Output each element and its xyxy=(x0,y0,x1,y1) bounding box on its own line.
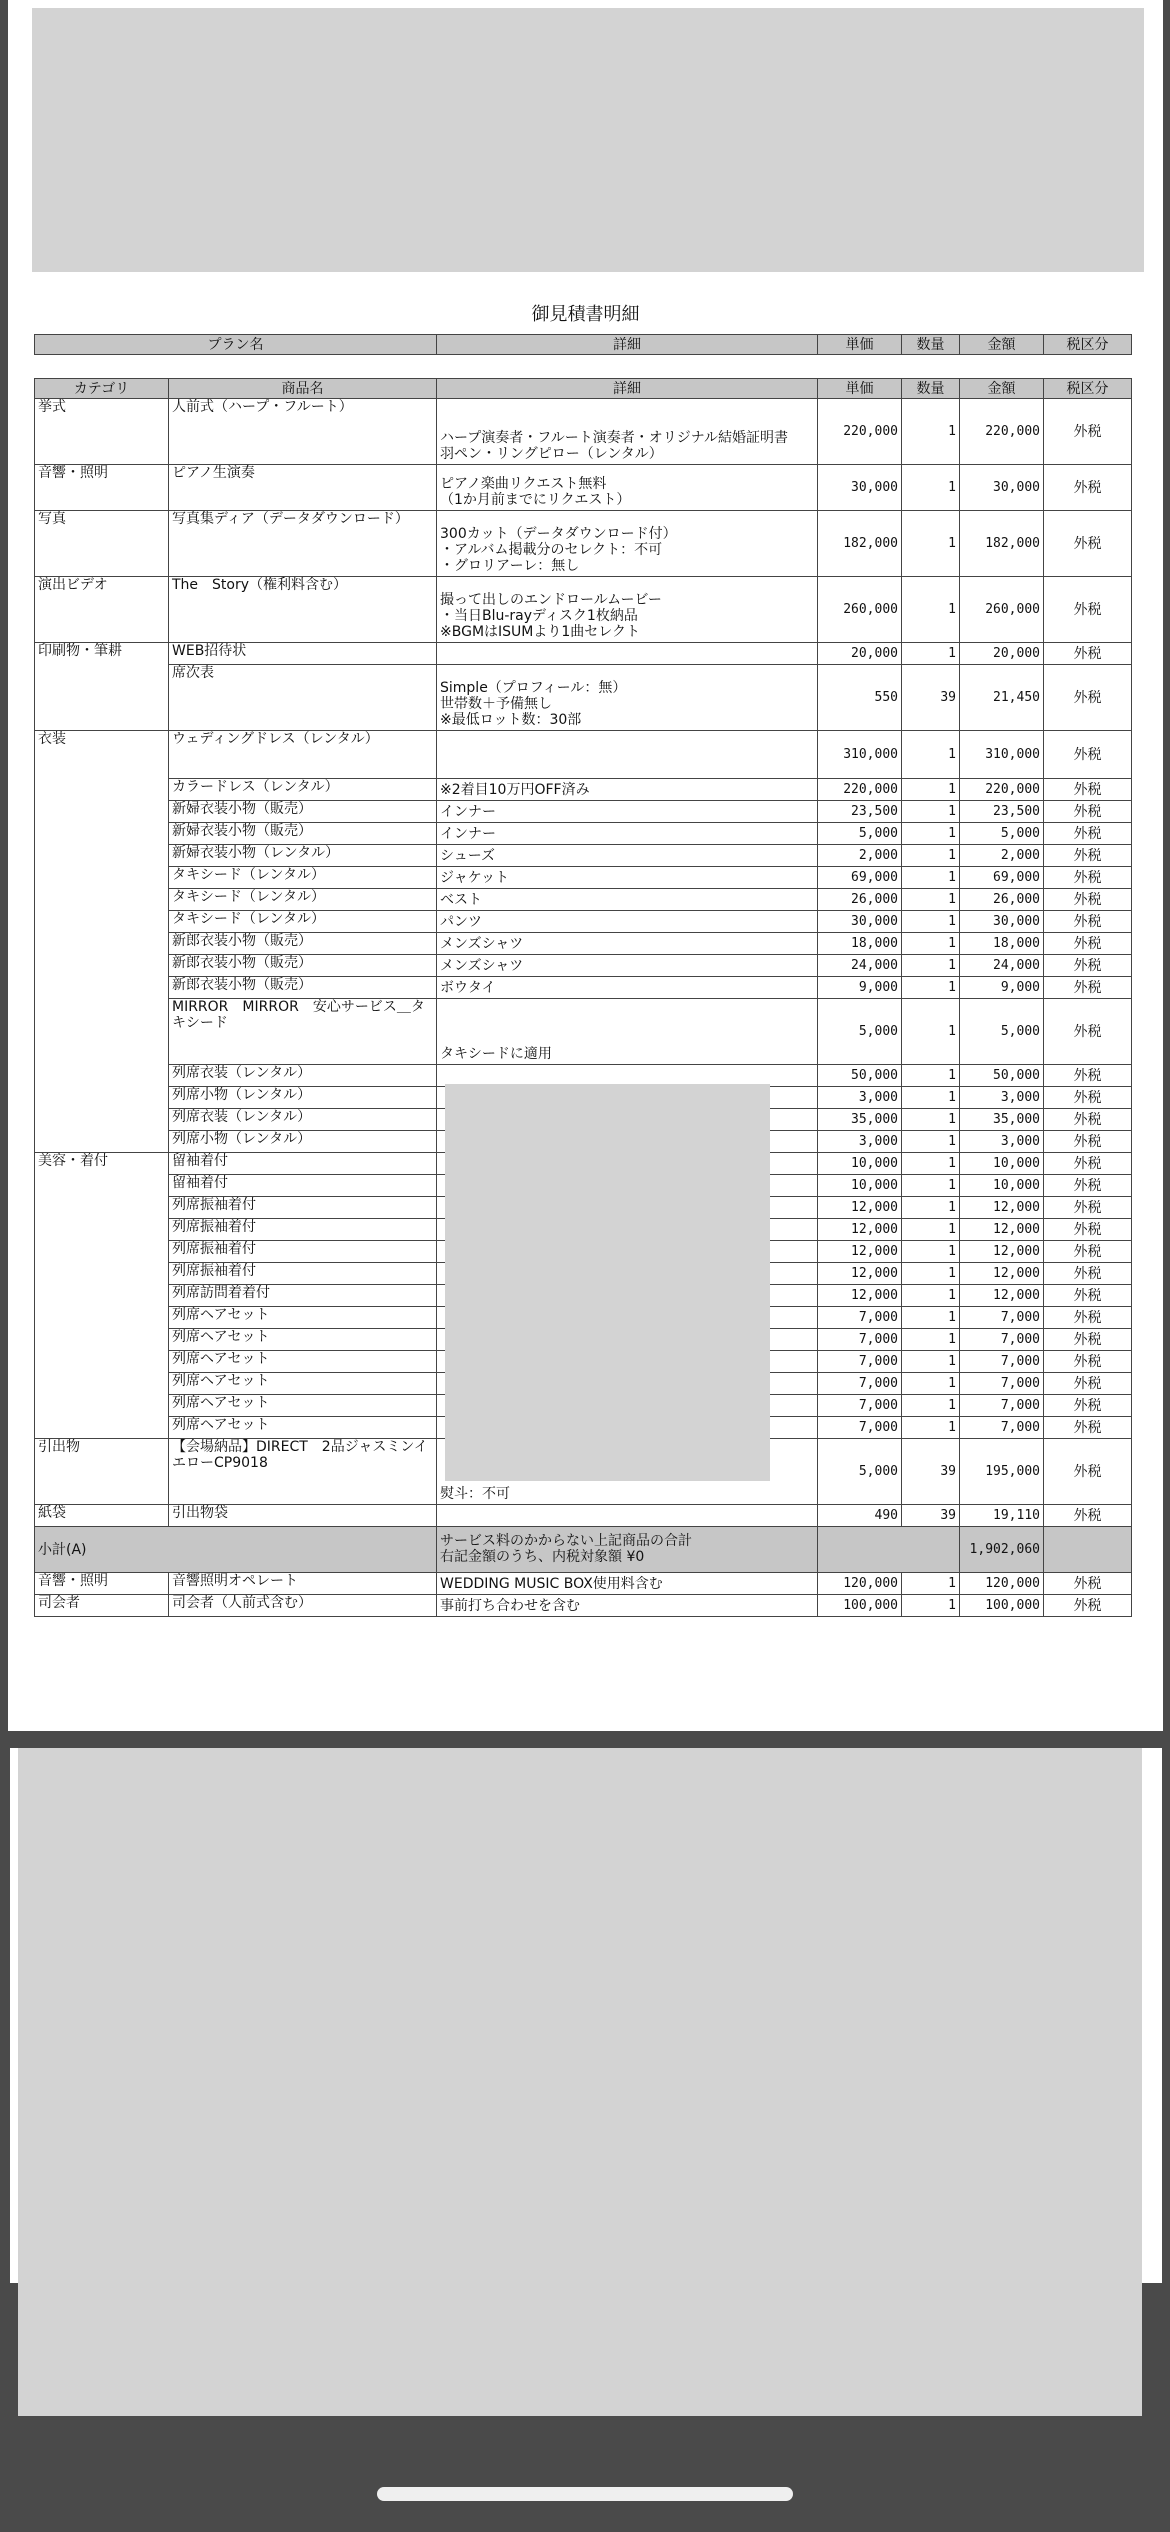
items-header-row xyxy=(35,379,1132,399)
quantity-cell: 1 xyxy=(902,1373,960,1395)
detail-cell: パンツ xyxy=(437,911,818,933)
detail-cell: ピアノ楽曲リクエスト無料 （1か月前までにリクエスト） xyxy=(437,465,818,511)
quantity-cell: 1 xyxy=(902,1087,960,1109)
unit-price-cell: 2,000 xyxy=(818,845,902,867)
category-header: カテゴリ xyxy=(35,379,169,399)
tax-cell: 外税 xyxy=(1044,999,1132,1065)
tax-cell: 外税 xyxy=(1044,845,1132,867)
quantity-cell: 1 xyxy=(902,465,960,511)
unit-price-cell: 220,000 xyxy=(818,399,902,465)
product-cell: ウェディングドレス（レンタル） xyxy=(169,731,437,779)
table-row xyxy=(35,731,1132,779)
quantity-cell: 39 xyxy=(902,1505,960,1527)
tax-cell: 外税 xyxy=(1044,779,1132,801)
quantity-cell: 1 xyxy=(902,845,960,867)
quantity-cell: 1 xyxy=(902,1219,960,1241)
detail-cell xyxy=(437,731,818,779)
tax-cell: 外税 xyxy=(1044,1329,1132,1351)
unit-price-cell: 120,000 xyxy=(818,1573,902,1595)
unit-price-cell: 12,000 xyxy=(818,1241,902,1263)
quantity-cell: 39 xyxy=(902,665,960,731)
tax-cell: 外税 xyxy=(1044,465,1132,511)
tax-cell: 外税 xyxy=(1044,643,1132,665)
quantity-cell: 1 xyxy=(902,1417,960,1439)
amount-cell: 20,000 xyxy=(960,643,1044,665)
category-cell: 司会者 xyxy=(35,1595,169,1617)
product-cell: タキシード（レンタル） xyxy=(169,867,437,889)
unit-price-cell: 69,000 xyxy=(818,867,902,889)
quantity-cell: 1 xyxy=(902,933,960,955)
amount-cell: 26,000 xyxy=(960,889,1044,911)
unit-price-cell: 30,000 xyxy=(818,465,902,511)
tax-header: 税区分 xyxy=(1044,335,1132,355)
amount-cell: 21,450 xyxy=(960,665,1044,731)
unit-price-cell: 7,000 xyxy=(818,1373,902,1395)
table-row xyxy=(35,955,1132,977)
quantity-cell: 1 xyxy=(902,511,960,577)
product-cell: 列席小物（レンタル） xyxy=(169,1087,437,1109)
subtotal-amount: 1,902,060 xyxy=(960,1527,1044,1573)
detail-cell: ハープ演奏者・フルート演奏者・オリジナル結婚証明書 羽ペン・リングピロー（レンタル） xyxy=(437,399,818,465)
quantity-cell: 39 xyxy=(902,1439,960,1505)
table-row xyxy=(35,1595,1132,1617)
unit-price-cell: 220,000 xyxy=(818,779,902,801)
amount-cell: 7,000 xyxy=(960,1351,1044,1373)
product-cell: 新郎衣装小物（販売） xyxy=(169,977,437,999)
subtotal-label: 小計(A) xyxy=(35,1527,437,1573)
product-cell: The Story（権利料含む） xyxy=(169,577,437,643)
product-cell: 留袖着付 xyxy=(169,1175,437,1197)
redacted-area-bottom xyxy=(18,1748,1142,2416)
tax-cell: 外税 xyxy=(1044,1065,1132,1087)
tax-cell: 外税 xyxy=(1044,1263,1132,1285)
unit-price-header: 単価 xyxy=(818,335,902,355)
quantity-cell: 1 xyxy=(902,999,960,1065)
unit-price-cell: 182,000 xyxy=(818,511,902,577)
category-cell: 挙式 xyxy=(35,399,169,465)
amount-cell: 9,000 xyxy=(960,977,1044,999)
amount-cell: 120,000 xyxy=(960,1573,1044,1595)
tax-cell: 外税 xyxy=(1044,977,1132,999)
product-cell: タキシード（レンタル） xyxy=(169,911,437,933)
product-cell: 新婦衣装小物（販売） xyxy=(169,823,437,845)
detail-cell: 300カット（データダウンロード付） ・アルバム掲載分のセレクト：不可 ・グロリアーレ：無し xyxy=(437,511,818,577)
tax-cell: 外税 xyxy=(1044,1241,1132,1263)
table-row xyxy=(35,665,1132,731)
tax-header: 税区分 xyxy=(1044,379,1132,399)
detail-header: 詳細 xyxy=(437,335,818,355)
quantity-cell: 1 xyxy=(902,643,960,665)
product-header: 商品名 xyxy=(169,379,437,399)
tax-cell: 外税 xyxy=(1044,1197,1132,1219)
tax-cell: 外税 xyxy=(1044,1373,1132,1395)
tax-cell: 外税 xyxy=(1044,1307,1132,1329)
detail-cell: WEDDING MUSIC BOX使用料含む xyxy=(437,1573,818,1595)
unit-price-cell: 20,000 xyxy=(818,643,902,665)
unit-price-cell: 5,000 xyxy=(818,1439,902,1505)
unit-price-cell: 26,000 xyxy=(818,889,902,911)
detail-cell xyxy=(437,643,818,665)
product-cell: 引出物袋 xyxy=(169,1505,437,1527)
detail-cell: シューズ xyxy=(437,845,818,867)
amount-cell: 195,000 xyxy=(960,1439,1044,1505)
unit-price-cell: 12,000 xyxy=(818,1197,902,1219)
plan-name-header: プラン名 xyxy=(35,335,437,355)
amount-cell: 3,000 xyxy=(960,1087,1044,1109)
product-cell: 留袖着付 xyxy=(169,1153,437,1175)
category-cell: 写真 xyxy=(35,511,169,577)
tax-cell: 外税 xyxy=(1044,1153,1132,1175)
table-row xyxy=(35,823,1132,845)
estimate-page xyxy=(8,272,1163,1731)
amount-cell: 23,500 xyxy=(960,801,1044,823)
amount-cell: 35,000 xyxy=(960,1109,1044,1131)
amount-header: 金額 xyxy=(960,335,1044,355)
amount-cell: 30,000 xyxy=(960,911,1044,933)
unit-price-cell: 12,000 xyxy=(818,1219,902,1241)
quantity-cell: 1 xyxy=(902,1595,960,1617)
amount-cell: 12,000 xyxy=(960,1219,1044,1241)
product-cell: 列席ヘアセット xyxy=(169,1417,437,1439)
quantity-cell: 1 xyxy=(902,1197,960,1219)
unit-price-cell: 490 xyxy=(818,1505,902,1527)
unit-price-cell: 35,000 xyxy=(818,1109,902,1131)
tax-cell: 外税 xyxy=(1044,889,1132,911)
product-cell: MIRROR MIRROR 安心サービス＿タキシード xyxy=(169,999,437,1065)
product-cell: 【会場納品】DIRECT 2品ジャスミンイエローCP9018 xyxy=(169,1439,437,1505)
plan-header-row xyxy=(35,335,1132,355)
category-cell: 美容・着付 xyxy=(35,1153,169,1439)
unit-price-cell: 7,000 xyxy=(818,1307,902,1329)
detail-cell: インナー xyxy=(437,801,818,823)
product-cell: カラードレス（レンタル） xyxy=(169,779,437,801)
product-cell: 司会者（人前式含む） xyxy=(169,1595,437,1617)
product-cell: 列席振袖着付 xyxy=(169,1263,437,1285)
product-cell: 列席ヘアセット xyxy=(169,1329,437,1351)
detail-cell: 熨斗：不可 xyxy=(437,1439,818,1505)
tax-cell: 外税 xyxy=(1044,955,1132,977)
unit-price-cell: 3,000 xyxy=(818,1131,902,1153)
subtotal-blank xyxy=(818,1527,960,1573)
quantity-cell: 1 xyxy=(902,889,960,911)
amount-cell: 7,000 xyxy=(960,1417,1044,1439)
amount-cell: 7,000 xyxy=(960,1395,1044,1417)
category-cell: 演出ビデオ xyxy=(35,577,169,643)
product-cell: 写真集ディア（データダウンロード） xyxy=(169,511,437,577)
table-row xyxy=(35,511,1132,577)
unit-price-cell: 12,000 xyxy=(818,1263,902,1285)
tax-cell: 外税 xyxy=(1044,911,1132,933)
tax-cell: 外税 xyxy=(1044,665,1132,731)
tax-cell: 外税 xyxy=(1044,731,1132,779)
unit-price-cell: 9,000 xyxy=(818,977,902,999)
product-cell: ピアノ生演奏 xyxy=(169,465,437,511)
tax-cell: 外税 xyxy=(1044,1417,1132,1439)
amount-cell: 10,000 xyxy=(960,1175,1044,1197)
unit-price-cell: 310,000 xyxy=(818,731,902,779)
tax-cell: 外税 xyxy=(1044,1351,1132,1373)
amount-cell: 2,000 xyxy=(960,845,1044,867)
unit-price-cell: 100,000 xyxy=(818,1595,902,1617)
table-row xyxy=(35,867,1132,889)
category-cell: 引出物 xyxy=(35,1439,169,1505)
subtotal-detail: サービス料のかからない上記商品の合計 右記金額のうち、内税対象額 ¥0 xyxy=(437,1527,818,1573)
unit-price-cell: 50,000 xyxy=(818,1065,902,1087)
quantity-cell: 1 xyxy=(902,1329,960,1351)
redacted-area-top xyxy=(32,8,1144,294)
unit-price-cell: 10,000 xyxy=(818,1175,902,1197)
product-cell: 新婦衣装小物（レンタル） xyxy=(169,845,437,867)
table-row xyxy=(35,933,1132,955)
table-row xyxy=(35,779,1132,801)
product-cell: 列席衣装（レンタル） xyxy=(169,1065,437,1087)
quantity-cell: 1 xyxy=(902,955,960,977)
table-row xyxy=(35,845,1132,867)
table-row xyxy=(35,801,1132,823)
amount-cell: 69,000 xyxy=(960,867,1044,889)
unit-price-cell: 10,000 xyxy=(818,1153,902,1175)
product-cell: 席次表 xyxy=(169,665,437,731)
quantity-cell: 1 xyxy=(902,1263,960,1285)
product-cell: 新婦衣装小物（販売） xyxy=(169,801,437,823)
detail-cell: ベスト xyxy=(437,889,818,911)
detail-cell: メンズシャツ xyxy=(437,955,818,977)
table-row xyxy=(35,577,1132,643)
unit-price-cell: 30,000 xyxy=(818,911,902,933)
tax-cell: 外税 xyxy=(1044,1573,1132,1595)
subtotal-row xyxy=(35,1527,1132,1573)
tax-cell: 外税 xyxy=(1044,867,1132,889)
product-cell: 列席衣装（レンタル） xyxy=(169,1109,437,1131)
tax-cell: 外税 xyxy=(1044,1395,1132,1417)
tax-cell: 外税 xyxy=(1044,1595,1132,1617)
unit-price-cell: 24,000 xyxy=(818,955,902,977)
unit-price-cell: 7,000 xyxy=(818,1395,902,1417)
amount-header: 金額 xyxy=(960,379,1044,399)
quantity-cell: 1 xyxy=(902,911,960,933)
unit-price-cell: 12,000 xyxy=(818,1285,902,1307)
amount-cell: 50,000 xyxy=(960,1065,1044,1087)
detail-cell: 事前打ち合わせを含む xyxy=(437,1595,818,1617)
quantity-cell: 1 xyxy=(902,867,960,889)
quantity-cell: 1 xyxy=(902,779,960,801)
amount-cell: 3,000 xyxy=(960,1131,1044,1153)
amount-cell: 12,000 xyxy=(960,1263,1044,1285)
tax-cell: 外税 xyxy=(1044,1439,1132,1505)
amount-cell: 12,000 xyxy=(960,1197,1044,1219)
detail-cell: メンズシャツ xyxy=(437,933,818,955)
tax-cell: 外税 xyxy=(1044,1505,1132,1527)
unit-price-cell: 18,000 xyxy=(818,933,902,955)
product-cell: 列席ヘアセット xyxy=(169,1395,437,1417)
unit-price-cell: 550 xyxy=(818,665,902,731)
quantity-cell: 1 xyxy=(902,823,960,845)
amount-cell: 260,000 xyxy=(960,577,1044,643)
quantity-cell: 1 xyxy=(902,1065,960,1087)
product-cell: 列席振袖着付 xyxy=(169,1241,437,1263)
unit-price-cell: 7,000 xyxy=(818,1351,902,1373)
amount-cell: 19,110 xyxy=(960,1505,1044,1527)
quantity-cell: 1 xyxy=(902,1153,960,1175)
tax-cell: 外税 xyxy=(1044,1131,1132,1153)
unit-price-cell: 7,000 xyxy=(818,1329,902,1351)
unit-price-cell: 260,000 xyxy=(818,577,902,643)
page-title: 御見積書明細 xyxy=(531,304,640,325)
home-indicator[interactable] xyxy=(377,2487,793,2501)
amount-cell: 100,000 xyxy=(960,1595,1044,1617)
unit-price-cell: 3,000 xyxy=(818,1087,902,1109)
redacted-area-middle xyxy=(445,1084,770,1481)
detail-cell: 撮って出しのエンドロールムービー ・当日Blu-rayディスク1枚納品 ※BGMはISUMより1曲セレクト xyxy=(437,577,818,643)
amount-cell: 5,000 xyxy=(960,823,1044,845)
detail-cell xyxy=(437,1505,818,1527)
table-row xyxy=(35,911,1132,933)
quantity-cell: 1 xyxy=(902,1573,960,1595)
product-cell: 列席ヘアセット xyxy=(169,1351,437,1373)
product-cell: 音響照明オペレート xyxy=(169,1573,437,1595)
product-cell: 列席ヘアセット xyxy=(169,1307,437,1329)
plan-header-table xyxy=(34,334,1132,355)
table-row xyxy=(35,643,1132,665)
amount-cell: 5,000 xyxy=(960,999,1044,1065)
amount-cell: 7,000 xyxy=(960,1329,1044,1351)
tax-cell: 外税 xyxy=(1044,1087,1132,1109)
unit-price-cell: 5,000 xyxy=(818,999,902,1065)
quantity-cell: 1 xyxy=(902,1175,960,1197)
quantity-cell: 1 xyxy=(902,1241,960,1263)
table-row xyxy=(35,999,1132,1065)
category-cell: 衣装 xyxy=(35,731,169,1153)
product-cell: 列席振袖着付 xyxy=(169,1197,437,1219)
table-row xyxy=(35,889,1132,911)
product-cell: WEB招待状 xyxy=(169,643,437,665)
category-cell: 印刷物・筆耕 xyxy=(35,643,169,731)
quantity-header: 数量 xyxy=(902,379,960,399)
table-row xyxy=(35,977,1132,999)
quantity-cell: 1 xyxy=(902,577,960,643)
quantity-cell: 1 xyxy=(902,977,960,999)
category-cell: 紙袋 xyxy=(35,1505,169,1527)
amount-cell: 12,000 xyxy=(960,1241,1044,1263)
amount-cell: 220,000 xyxy=(960,399,1044,465)
product-cell: タキシード（レンタル） xyxy=(169,889,437,911)
product-cell: 人前式（ハープ・フルート） xyxy=(169,399,437,465)
quantity-cell: 1 xyxy=(902,399,960,465)
unit-price-cell: 23,500 xyxy=(818,801,902,823)
detail-cell: ボウタイ xyxy=(437,977,818,999)
product-cell: 列席ヘアセット xyxy=(169,1373,437,1395)
tax-cell: 外税 xyxy=(1044,1285,1132,1307)
quantity-header: 数量 xyxy=(902,335,960,355)
amount-cell: 7,000 xyxy=(960,1307,1044,1329)
table-row xyxy=(35,1573,1132,1595)
amount-cell: 12,000 xyxy=(960,1285,1044,1307)
amount-cell: 30,000 xyxy=(960,465,1044,511)
unit-price-header: 単価 xyxy=(818,379,902,399)
amount-cell: 310,000 xyxy=(960,731,1044,779)
category-cell: 音響・照明 xyxy=(35,1573,169,1595)
product-cell: 列席訪問着着付 xyxy=(169,1285,437,1307)
table-row xyxy=(35,465,1132,511)
tax-cell: 外税 xyxy=(1044,1219,1132,1241)
quantity-cell: 1 xyxy=(902,1131,960,1153)
detail-cell: ジャケット xyxy=(437,867,818,889)
tax-cell: 外税 xyxy=(1044,577,1132,643)
product-cell: 列席小物（レンタル） xyxy=(169,1131,437,1153)
tax-cell: 外税 xyxy=(1044,1175,1132,1197)
unit-price-cell: 7,000 xyxy=(818,1417,902,1439)
quantity-cell: 1 xyxy=(902,1307,960,1329)
amount-cell: 18,000 xyxy=(960,933,1044,955)
unit-price-cell: 5,000 xyxy=(818,823,902,845)
amount-cell: 7,000 xyxy=(960,1373,1044,1395)
category-cell: 音響・照明 xyxy=(35,465,169,511)
quantity-cell: 1 xyxy=(902,801,960,823)
tax-cell: 外税 xyxy=(1044,801,1132,823)
tax-cell: 外税 xyxy=(1044,933,1132,955)
product-cell: 新郎衣装小物（販売） xyxy=(169,955,437,977)
quantity-cell: 1 xyxy=(902,731,960,779)
product-cell: 列席振袖着付 xyxy=(169,1219,437,1241)
amount-cell: 182,000 xyxy=(960,511,1044,577)
table-row xyxy=(35,399,1132,465)
amount-cell: 24,000 xyxy=(960,955,1044,977)
tax-cell: 外税 xyxy=(1044,823,1132,845)
tax-cell: 外税 xyxy=(1044,1109,1132,1131)
tax-cell: 外税 xyxy=(1044,511,1132,577)
quantity-cell: 1 xyxy=(902,1109,960,1131)
detail-cell: Simple（プロフィール：無） 世帯数＋予備無し ※最低ロット数：30部 xyxy=(437,665,818,731)
product-cell: 新郎衣装小物（販売） xyxy=(169,933,437,955)
quantity-cell: 1 xyxy=(902,1351,960,1373)
quantity-cell: 1 xyxy=(902,1285,960,1307)
detail-cell: インナー xyxy=(437,823,818,845)
tax-cell: 外税 xyxy=(1044,399,1132,465)
detail-cell: タキシードに適用 xyxy=(437,999,818,1065)
quantity-cell: 1 xyxy=(902,1395,960,1417)
amount-cell: 10,000 xyxy=(960,1153,1044,1175)
subtotal-tax-blank xyxy=(1044,1527,1132,1573)
amount-cell: 220,000 xyxy=(960,779,1044,801)
table-row xyxy=(35,1505,1132,1527)
detail-header: 詳細 xyxy=(437,379,818,399)
detail-cell: ※2着目10万円OFF済み xyxy=(437,779,818,801)
